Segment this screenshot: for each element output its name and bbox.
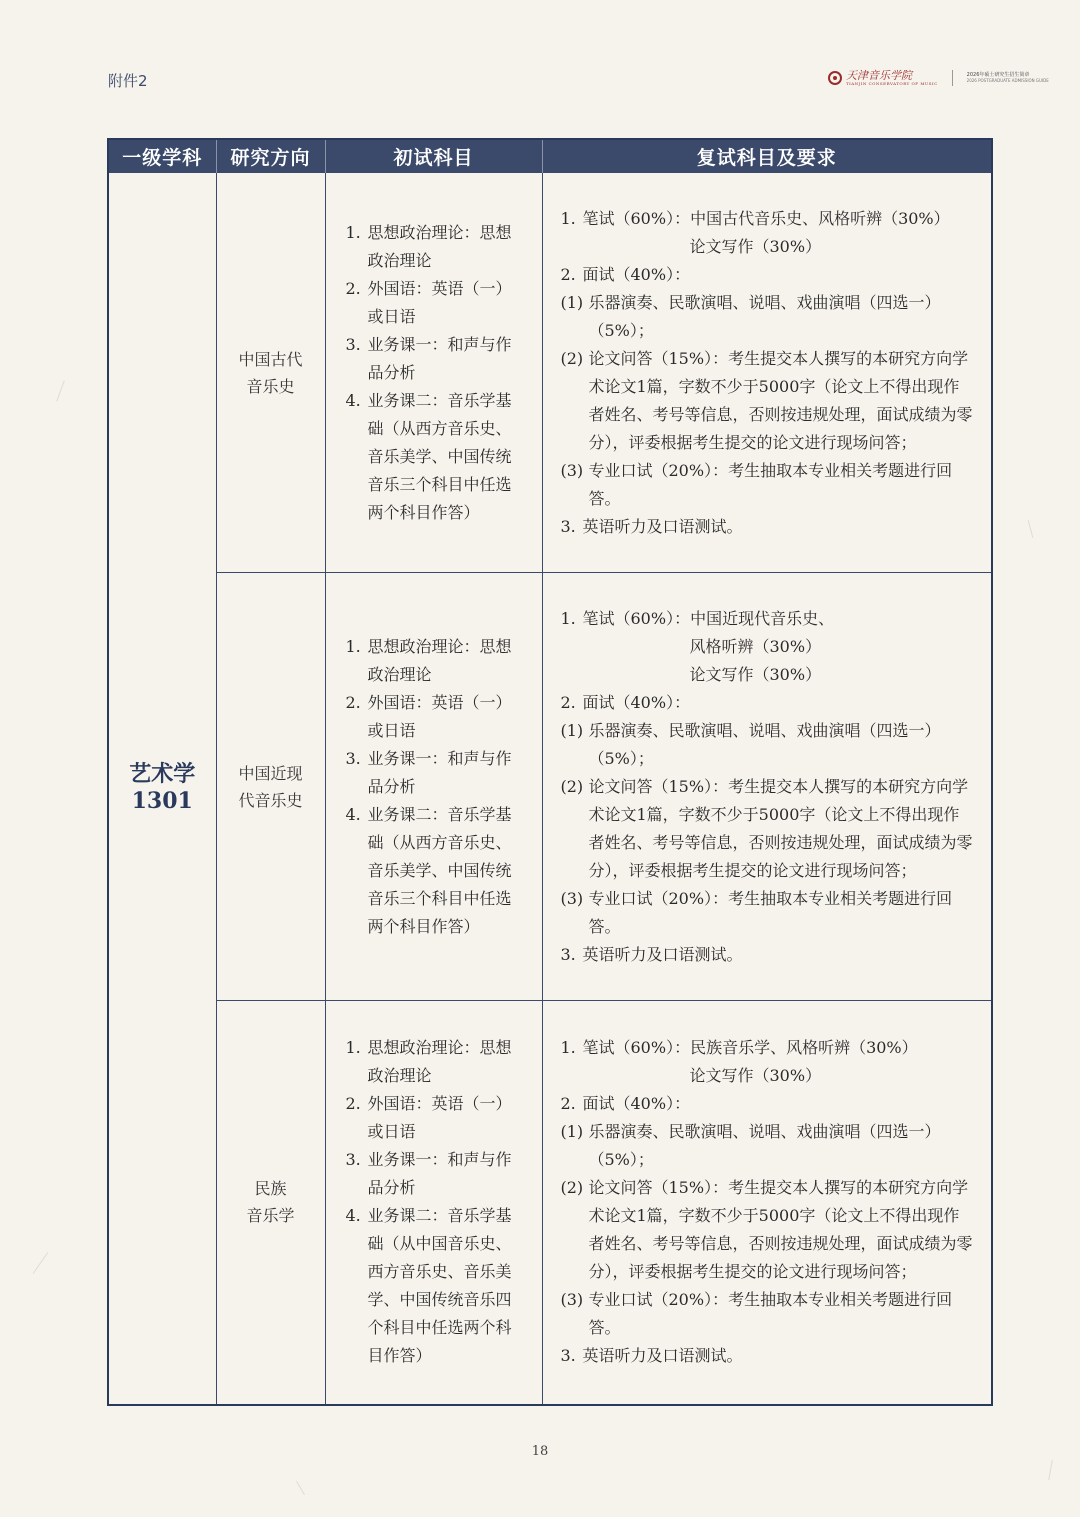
paper-fiber [56, 380, 64, 401]
attachment-label: 附件2 [108, 72, 148, 90]
guide-title-cn: 2026年硕士研究生招生简章 [966, 72, 1030, 79]
direction-line: 代音乐史 [238, 790, 303, 810]
prelim-item: 4. 业务课二：音乐学基础（从西方音乐史、音乐美学、中国传统音乐三个科目中任选两个科目作答） [345, 804, 512, 936]
discipline-name: 艺术学 [129, 760, 196, 787]
header-direction: 研究方向 [216, 139, 325, 173]
direction-cell [216, 1001, 325, 1405]
prelim-item: 1. 思想政治理论：思想政治理论 [345, 222, 512, 270]
prelim-item: 2. 外国语：英语（一）或日语 [345, 1094, 512, 1142]
paper-fiber [1028, 520, 1034, 538]
direction-line: 民族 [254, 1179, 287, 1199]
retest-item: 1. 笔试（60%）：民族音乐学、风格听辨（30%） [560, 1038, 918, 1058]
prelim-item: 3. 业务课一：和声与作品分析 [345, 1150, 512, 1198]
table-row [108, 1001, 992, 1405]
direction-line: 音乐学 [246, 1206, 295, 1226]
header-prelim: 初试科目 [325, 139, 542, 173]
guide-title-en: 2026 POSTGRADUATE ADMISSION GUIDE [966, 77, 1049, 83]
prelim-cell [325, 1001, 542, 1405]
prelim-item: 1. 思想政治理论：思想政治理论 [345, 1038, 512, 1086]
retest-cell [542, 1001, 992, 1405]
prelim-item: 2. 外国语：英语（一）或日语 [345, 692, 512, 740]
retest-item: 1. 笔试（60%）：中国古代音乐史、风格听辨（30%） [560, 208, 950, 228]
retest-cell [542, 573, 992, 1001]
retest-subitem: (3) 专业口试（20%）：考生抽取本专业相关考题进行回答。 [560, 1290, 953, 1338]
discipline-cell [108, 173, 216, 1405]
retest-item: 2. 面试（40%）： [560, 692, 691, 712]
header-discipline: 一级学科 [108, 139, 216, 173]
guide-title [967, 73, 1049, 83]
retest-subitem: (3) 专业口试（20%）：考生抽取本专业相关考题进行回答。 [560, 460, 953, 508]
prelim-item: 3. 业务课一：和声与作品分析 [345, 334, 512, 382]
retest-item: 3. 英语听力及口语测试。 [560, 1346, 743, 1366]
retest-subitem: (1) 乐器演奏、民歌演唱、说唱、戏曲演唱（四选一）（5%）； [560, 720, 941, 768]
table-row [108, 173, 992, 573]
paper-fiber [296, 1481, 305, 1495]
retest-cell [542, 173, 992, 573]
retest-item: 1. 笔试（60%）：中国近现代音乐史、 [560, 608, 835, 628]
retest-item: 3. 英语听力及口语测试。 [560, 516, 743, 536]
prelim-item: 3. 业务课一：和声与作品分析 [345, 748, 512, 796]
prelim-item: 4. 业务课二：音乐学基础（从中国音乐史、西方音乐史、音乐美学、中国传统音乐四个科目中任选两个科目作答） [345, 1206, 512, 1366]
retest-item: 论文写作（30%） [689, 664, 822, 684]
exam-subjects-table [107, 138, 993, 1406]
prelim-item: 4. 业务课二：音乐学基础（从西方音乐史、音乐美学、中国传统音乐三个科目中任选两个科目作答） [345, 390, 512, 522]
paper-fiber [33, 1252, 49, 1274]
direction-line: 中国古代 [238, 349, 303, 369]
direction-line: 音乐史 [246, 376, 295, 396]
table-header-row [108, 139, 992, 173]
retest-item: 2. 面试（40%）： [560, 1094, 691, 1114]
direction-cell [216, 573, 325, 1001]
prelim-item: 2. 外国语：英语（一）或日语 [345, 278, 512, 326]
retest-item: 2. 面试（40%）： [560, 264, 691, 284]
school-name-cn: 天津音乐学院 [846, 69, 912, 82]
prelim-cell [325, 573, 542, 1001]
direction-line: 中国近现 [238, 763, 303, 783]
retest-subitem: (3) 专业口试（20%）：考生抽取本专业相关考题进行回答。 [560, 888, 953, 936]
school-seal-icon [828, 71, 842, 85]
retest-item: 风格听辨（30%） [689, 636, 822, 656]
retest-subitem: (1) 乐器演奏、民歌演唱、说唱、戏曲演唱（四选一）（5%）； [560, 1122, 941, 1170]
header-retest: 复试科目及要求 [542, 139, 992, 173]
table-row [108, 573, 992, 1001]
retest-item: 3. 英语听力及口语测试。 [560, 944, 743, 964]
retest-item: 论文写作（30%） [689, 1066, 822, 1086]
direction-cell [216, 173, 325, 573]
discipline-code: 1301 [131, 788, 193, 815]
prelim-cell [325, 173, 542, 573]
prelim-item: 1. 思想政治理论：思想政治理论 [345, 636, 512, 684]
school-name-en: TIANJIN CONSERVATORY OF MUSIC [846, 81, 938, 86]
retest-item: 论文写作（30%） [689, 236, 822, 256]
page-number: 18 [531, 1444, 549, 1459]
retest-subitem: (2) 论文问答（15%）：考生提交本人撰写的本研究方向学术论文1篇，字数不少于5000字（论文上不得出现作者姓名、考号等信息，否则按违规处理，面试成绩为零分），评委根据考生提交的论文进行现场问答； [560, 1178, 973, 1282]
logo-divider [952, 70, 953, 86]
retest-subitem: (1) 乐器演奏、民歌演唱、说唱、戏曲演唱（四选一）（5%）； [560, 292, 941, 340]
paper-fiber [1048, 1460, 1052, 1480]
retest-subitem: (2) 论文问答（15%）：考生提交本人撰写的本研究方向学术论文1篇，字数不少于5000字（论文上不得出现作者姓名、考号等信息，否则按违规处理，面试成绩为零分），评委根据考生提交的论文进行现场问答； [560, 776, 973, 880]
retest-subitem: (2) 论文问答（15%）：考生提交本人撰写的本研究方向学术论文1篇，字数不少于5000字（论文上不得出现作者姓名、考号等信息，否则按违规处理，面试成绩为零分），评委根据考生提交的论文进行现场问答； [560, 348, 973, 452]
header-logo [828, 70, 1049, 86]
